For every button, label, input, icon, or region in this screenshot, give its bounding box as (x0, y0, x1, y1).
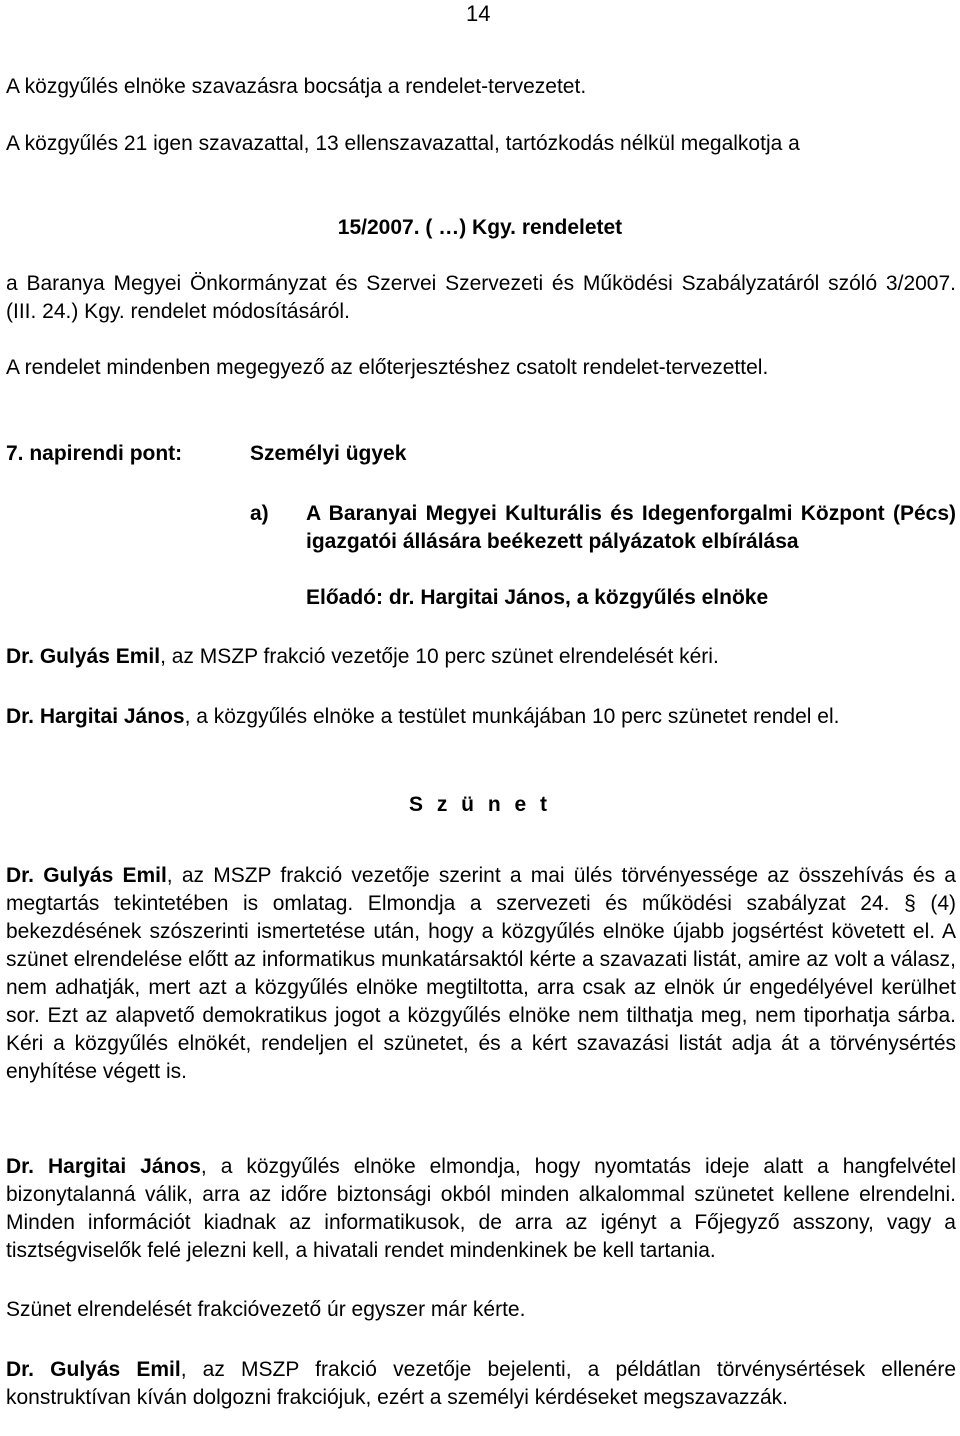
final-speech (6, 1356, 956, 1412)
pause-heading: S z ü n e t (408, 793, 551, 816)
paragraph-vote-call: A közgyűlés elnöke szavazásra bocsátja a rendelet-tervezetet. (6, 75, 587, 98)
agenda-label: 7. napirendi pont: (6, 442, 183, 465)
paragraph-followup: Szünet elrendelését frakcióvezető úr egyszer már kérte. (6, 1298, 526, 1321)
agenda-item-text: A Baranyai Megyei Kulturális és Idegenforgalmi Központ (Pécs) igazgatói állására beékezett pályázatok elbírálása (306, 502, 956, 553)
speech-text: , az MSZP frakció vezetője 10 perc szünet elrendelését kéri. (160, 645, 719, 668)
speech-1 (6, 643, 956, 671)
speech-2 (6, 703, 956, 731)
decree-subject: a Baranya Megyei Önkormányzat és Szervei Szervezeti és Működési Szabályzatáról szóló 3/2007. (III. 24.) Kgy. rendelet módosításáról. (6, 272, 956, 323)
long-speech-1 (6, 862, 956, 1086)
decree-title: 15/2007. ( …) Kgy. rendeletet (337, 216, 623, 239)
page-number: 14 (466, 1, 491, 26)
paragraph-vote-result: A közgyűlés 21 igen szavazattal, 13 ellenszavazattal, tartózkodás nélkül megalkotja a (6, 132, 800, 155)
speaker-name: Dr. Gulyás Emil (6, 864, 167, 887)
speaker-name: Dr. Hargitai János (6, 705, 185, 728)
agenda-item-marker: a) (250, 502, 269, 525)
long-speech-2 (6, 1153, 956, 1265)
speech-text: , a közgyűlés elnöke a testület munkájában 10 perc szünetet rendel el. (184, 705, 840, 728)
agenda-item-presenter: Előadó: dr. Hargitai János, a közgyűlés elnöke (306, 586, 769, 609)
speech-text: , a közgyűlés elnöke elmondja, hogy nyomtatás ideje alatt a hangfelvétel bizonytalanná válik, arra az időre biztonsági okból minden alkalommal szünetet kellene elrendelni. Minden információt kiadnak az informatikusok, de arra az igényt a Főjegyző asszony, vagy a tisztségviselők felé jelezni kell, a hivatali rendet mindenkinek be kell tartania. (6, 1155, 957, 1262)
speech-text: , az MSZP frakció vezetője bejelenti, a példátlan törvénysértések ellenére konstruktívan kíván dolgozni frakciójuk, ezért a személyi kérdéseket megszavazzák. (6, 1358, 956, 1409)
agenda-title: Személyi ügyek (250, 442, 407, 465)
speaker-name: Dr. Gulyás Emil (6, 645, 161, 668)
speaker-name: Dr. Gulyás Emil (6, 1358, 181, 1381)
speaker-name: Dr. Hargitai János (6, 1155, 201, 1178)
speech-text: , az MSZP frakció vezetője szerint a mai ülés törvényessége az összehívás és a megtartás tekintetében is omlatag. Elmondja a szervezeti és működési szabályzat 24. § (4) bekezdésének szószerinti ismertetése után, hogy a közgyűlés elnöke újabb jogsértést követett el. A szünet elrendelése előtt az informatikus munkatársaktól kérte a szavazati listát, amire az volt a válasz, nem adhatják, mert azt a közgyűlés elnöke megtiltotta, arra csak az elnök úr engedélyével kerülhet sor. Ezt az alapvető demokratikus jogot a közgyűlés elnöke nem tilthatja meg, nem tiporhatja sárba. Kéri a közgyűlés elnökét, rendeljen el szünetet, és a kért szavazási listát adja át a törvénysértés enyhítése végett is. (6, 864, 956, 1083)
paragraph-decree-note: A rendelet mindenben megegyező az előterjesztéshez csatolt rendelet-tervezettel. (6, 356, 769, 379)
